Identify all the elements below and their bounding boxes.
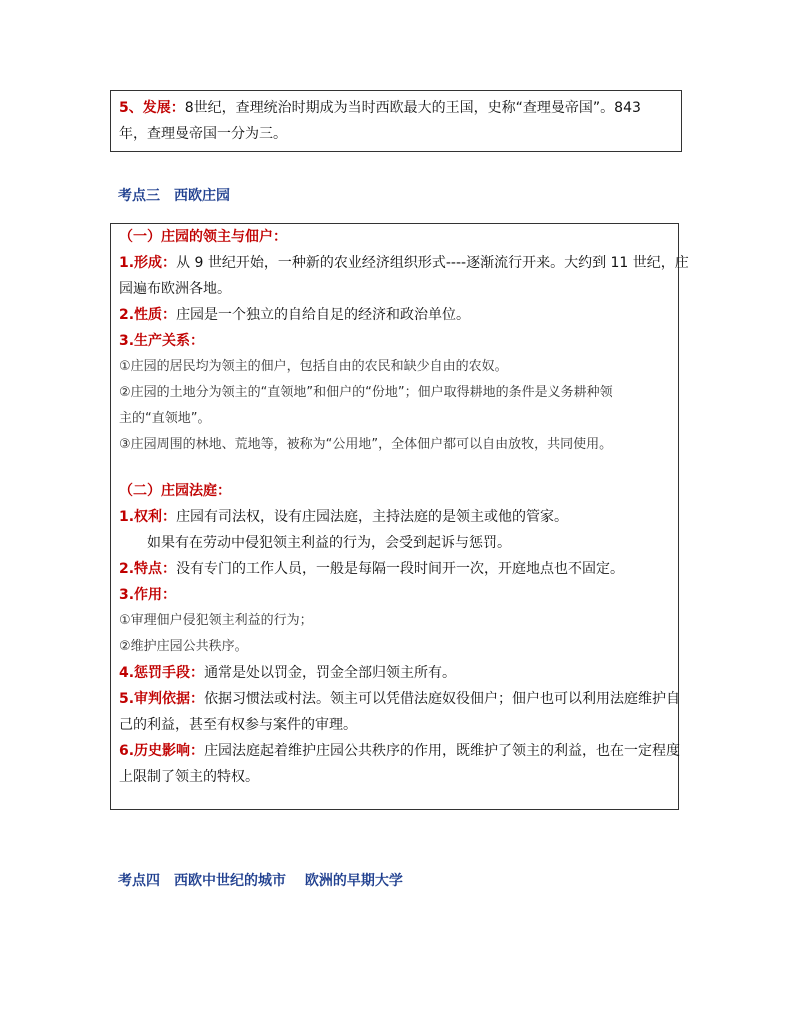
basis-label: 5.审判依据： <box>119 691 205 707</box>
formation-line <box>119 250 689 276</box>
development-text: 8世纪，查理统治时期成为当时西欧最大的王国，史称“查理曼帝国”。843 <box>184 100 641 116</box>
basis-text: 依据习惯法或村法。领主可以凭借法庭奴役佃户；佃户也可以利用法庭维护自 <box>204 691 681 707</box>
power-line-2: 如果有在劳动中侵犯领主利益的行为，会受到起诉与惩罚。 <box>147 535 511 551</box>
nature-line <box>119 302 670 328</box>
basis-line-2: 己的利益，甚至有权参与案件的审理。 <box>119 717 357 733</box>
development-box <box>110 90 682 152</box>
role-item-2: ②维护庄园公共秩序。 <box>119 639 248 654</box>
formation-line-2: 园遍布欧洲各地。 <box>119 281 231 297</box>
section-2-title: （二）庄园法庭： <box>119 483 231 499</box>
feature-line <box>119 556 670 582</box>
relation-item-2: ②庄园的土地分为领主的“直领地”和佃户的“份地”；佃户取得耕地的条件是义务耕种领 <box>119 385 613 400</box>
section-1-title: （一）庄园的领主与佃户： <box>119 229 287 245</box>
heading-topic-4: 考点四 西欧中世纪的城市 欧洲的早期大学 <box>118 873 403 889</box>
feature-text: 没有专门的工作人员，一般是每隔一段时间开一次，开庭地点也不固定。 <box>176 561 625 577</box>
role-label: 3.作用： <box>119 587 177 603</box>
power-line <box>119 504 670 530</box>
relation-item-2b: 主的“直领地”。 <box>119 411 211 426</box>
power-text: 庄园有司法权，设有庄园法庭，主持法庭的是领主或他的管家。 <box>176 509 569 525</box>
relation-item-3: ③庄园周围的林地、荒地等，被称为“公用地”，全体佃户都可以自由放牧，共同使用。 <box>119 437 613 452</box>
punish-text: 通常是处以罚金，罚金全部归领主所有。 <box>204 665 457 681</box>
impact-label: 6.历史影响： <box>119 743 205 759</box>
development-line-2: 年，查理曼帝国一分为三。 <box>119 126 287 142</box>
formation-label: 1.形成： <box>119 255 177 271</box>
nature-text: 庄园是一个独立的自给自足的经济和政治单位。 <box>176 307 471 323</box>
heading-topic-3: 考点三 西欧庄园 <box>118 188 230 204</box>
development-label: 5、发展： <box>119 100 185 116</box>
punish-label: 4.惩罚手段： <box>119 665 205 681</box>
relation-label: 3.生产关系： <box>119 333 205 349</box>
feature-label: 2.特点： <box>119 561 177 577</box>
relation-item-1: ①庄园的居民均为领主的佃户，包括自由的农民和缺少自由的农奴。 <box>119 359 508 374</box>
development-line-1 <box>119 95 673 121</box>
role-item-1: ①审理佃户侵犯领主利益的行为； <box>119 613 313 628</box>
punish-line <box>119 660 670 686</box>
nature-label: 2.性质： <box>119 307 177 323</box>
impact-text: 庄园法庭起着维护庄园公共秩序的作用，既维护了领主的利益，也在一定程度 <box>204 743 681 759</box>
section-gap <box>119 458 670 478</box>
impact-line-2: 上限制了领主的特权。 <box>119 769 259 785</box>
formation-text: 从 9 世纪开始，一种新的农业经济组织形式----逐渐流行开来。大约到 11 世纪，庄 <box>176 255 689 271</box>
power-label: 1.权利： <box>119 509 177 525</box>
impact-line <box>119 738 681 764</box>
manor-box <box>110 223 689 810</box>
basis-line <box>119 686 681 712</box>
